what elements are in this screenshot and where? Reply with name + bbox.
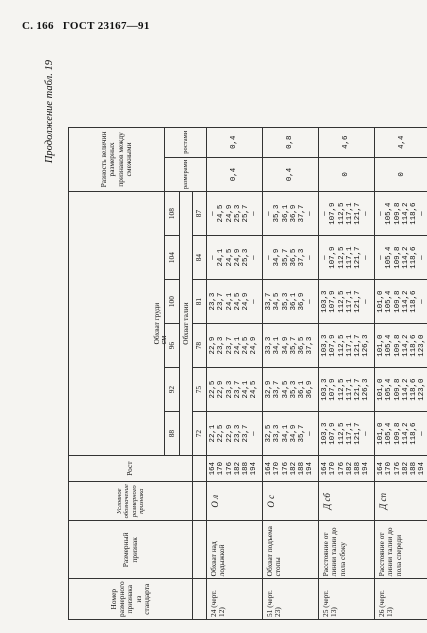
chest-96: 96 (165, 324, 180, 368)
cell: — 34,9 35,7 36,5 37,3 — (263, 236, 319, 280)
diff-height: 0,4 (207, 127, 263, 157)
cell: 103,3 107,9 112,5 117,1 121,7 126,3 (319, 368, 375, 412)
cell: 32,9 33,7 34,5 35,3 36,1 36,9 (263, 368, 319, 412)
diff-size: 0 (319, 157, 375, 191)
standard-code: ГОСТ 23167—91 (62, 20, 150, 32)
chest-100: 100 (165, 280, 180, 324)
cell: 103,3 107,9 112,5 117,1 121,7 — (319, 412, 375, 456)
cell: 101,0 105,4 109,8 114,2 118,6 — (375, 280, 427, 324)
waist-78: 78 (193, 324, 207, 368)
row-num: 24 (черт. 12) (207, 579, 263, 620)
row-symbol: Д сп (375, 482, 427, 521)
cell: 101,0 105,4 109,8 114,2 118,6 — (375, 412, 427, 456)
col-header-num: Номер размерного признака из стандарта (69, 579, 193, 620)
waist-87: 87 (193, 192, 207, 236)
col-header-waist: Обхват талии (180, 192, 193, 456)
diff-height: 4,6 (319, 127, 375, 157)
diff-size: 0 (375, 157, 427, 191)
cell: — 105,4 109,8 114,2 118,6 — (375, 192, 427, 236)
cell: 101,0 105,4 109,8 114,2 118,6 123,0 (375, 368, 427, 412)
cell: 101,0 105,4 109,8 114,2 118,6 123,0 (375, 324, 427, 368)
cell: — 24,5 24,9 25,3 25,7 — (207, 192, 263, 236)
row-symbol: Д сб (319, 482, 375, 521)
row-name: Обхват над лодыжкой (207, 521, 263, 579)
cell: 22,5 22,9 23,3 23,7 24,1 24,5 (207, 368, 263, 412)
chest-88: 88 (165, 412, 180, 456)
cell: 23,3 23,7 24,1 24,5 24,9 — (207, 280, 263, 324)
chest-92: 92 (165, 368, 180, 412)
cell: 103,3 107,9 112,5 117,1 121,7 — (319, 280, 375, 324)
col-header-chest: Обхват груди (69, 192, 165, 456)
cell: — 107,9 112,5 117,1 121,7 — (319, 192, 375, 236)
chest-104: 104 (165, 236, 180, 280)
diff-height: 0,8 (263, 127, 319, 157)
cell: — 24,1 24,5 24,9 25,3 — (207, 236, 263, 280)
col-header-height: Рост (69, 456, 193, 482)
waist-75: 75 (193, 368, 207, 412)
blank-h3 (193, 482, 207, 521)
row-heights: 164 170 176 182 188 194 (263, 456, 319, 482)
col-header-symbol: Условное обозначение размерного признака (69, 482, 193, 521)
row-name: Обхват подъема стопы (263, 521, 319, 579)
blank-h1 (193, 579, 207, 620)
table-row (375, 127, 427, 619)
cell: 22,9 23,3 23,7 24,1 24,5 24,9 (207, 324, 263, 368)
cell: — 35,3 36,1 36,9 37,7 — (263, 192, 319, 236)
row-num: 51 (черт. 23) (263, 579, 319, 620)
col-header-name: Размерный признак (69, 521, 193, 579)
cell: — 107,9 112,5 117,1 121,7 — (319, 236, 375, 280)
table-row (207, 127, 263, 619)
waist-72: 72 (193, 412, 207, 456)
row-heights: 164 170 176 182 188 194 (319, 456, 375, 482)
rotated-stage (42, 60, 427, 620)
row-name: Расстояние от линии талии до пола сбоку (319, 521, 375, 579)
col-header-diff: Разность величин размерных признаков между смежными (69, 127, 165, 191)
cell: 33,3 34,1 34,9 35,7 36,5 37,3 (263, 324, 319, 368)
diff-height-header: ростами (165, 127, 207, 157)
waist-84: 84 (193, 236, 207, 280)
row-name: Расстояние от линии талии до пола спереди (375, 521, 427, 579)
row-heights: 164 170 176 182 188 194 (207, 456, 263, 482)
measurement-table (68, 127, 427, 620)
page-header (22, 20, 156, 32)
cell: 103,3 107,9 112,5 117,1 121,7 126,3 (319, 324, 375, 368)
chest-108: 108 (165, 192, 180, 236)
blank-h2 (193, 521, 207, 579)
row-num: 25 (черт. 13) (319, 579, 375, 620)
row-num: 26 (черт. 13) (375, 579, 427, 620)
diff-size-header: размерами (165, 157, 207, 191)
blank-h4 (193, 456, 207, 482)
row-symbol: О с (263, 482, 319, 521)
cell: 22,1 22,5 22,9 23,3 23,7 — (207, 412, 263, 456)
row-symbol: О л (207, 482, 263, 521)
cell: 32,5 33,3 34,1 34,9 35,7 — (263, 412, 319, 456)
page-number: С. 166 (22, 20, 54, 32)
row-heights: 164 170 176 182 188 194 (375, 456, 427, 482)
cell: — 105,4 109,8 114,2 118,6 — (375, 236, 427, 280)
waist-81: 81 (193, 280, 207, 324)
diff-size: 0,4 (207, 157, 263, 191)
rotated-content (42, 60, 427, 620)
cell: 33,7 34,5 35,3 36,1 36,9 — (263, 280, 319, 324)
table-row (263, 127, 319, 619)
table-continuation: Продолжение табл. 19 (44, 60, 55, 164)
unit-label: см (159, 335, 168, 345)
diff-size: 0,4 (263, 157, 319, 191)
diff-height: 4,4 (375, 127, 427, 157)
table-row (319, 127, 375, 619)
